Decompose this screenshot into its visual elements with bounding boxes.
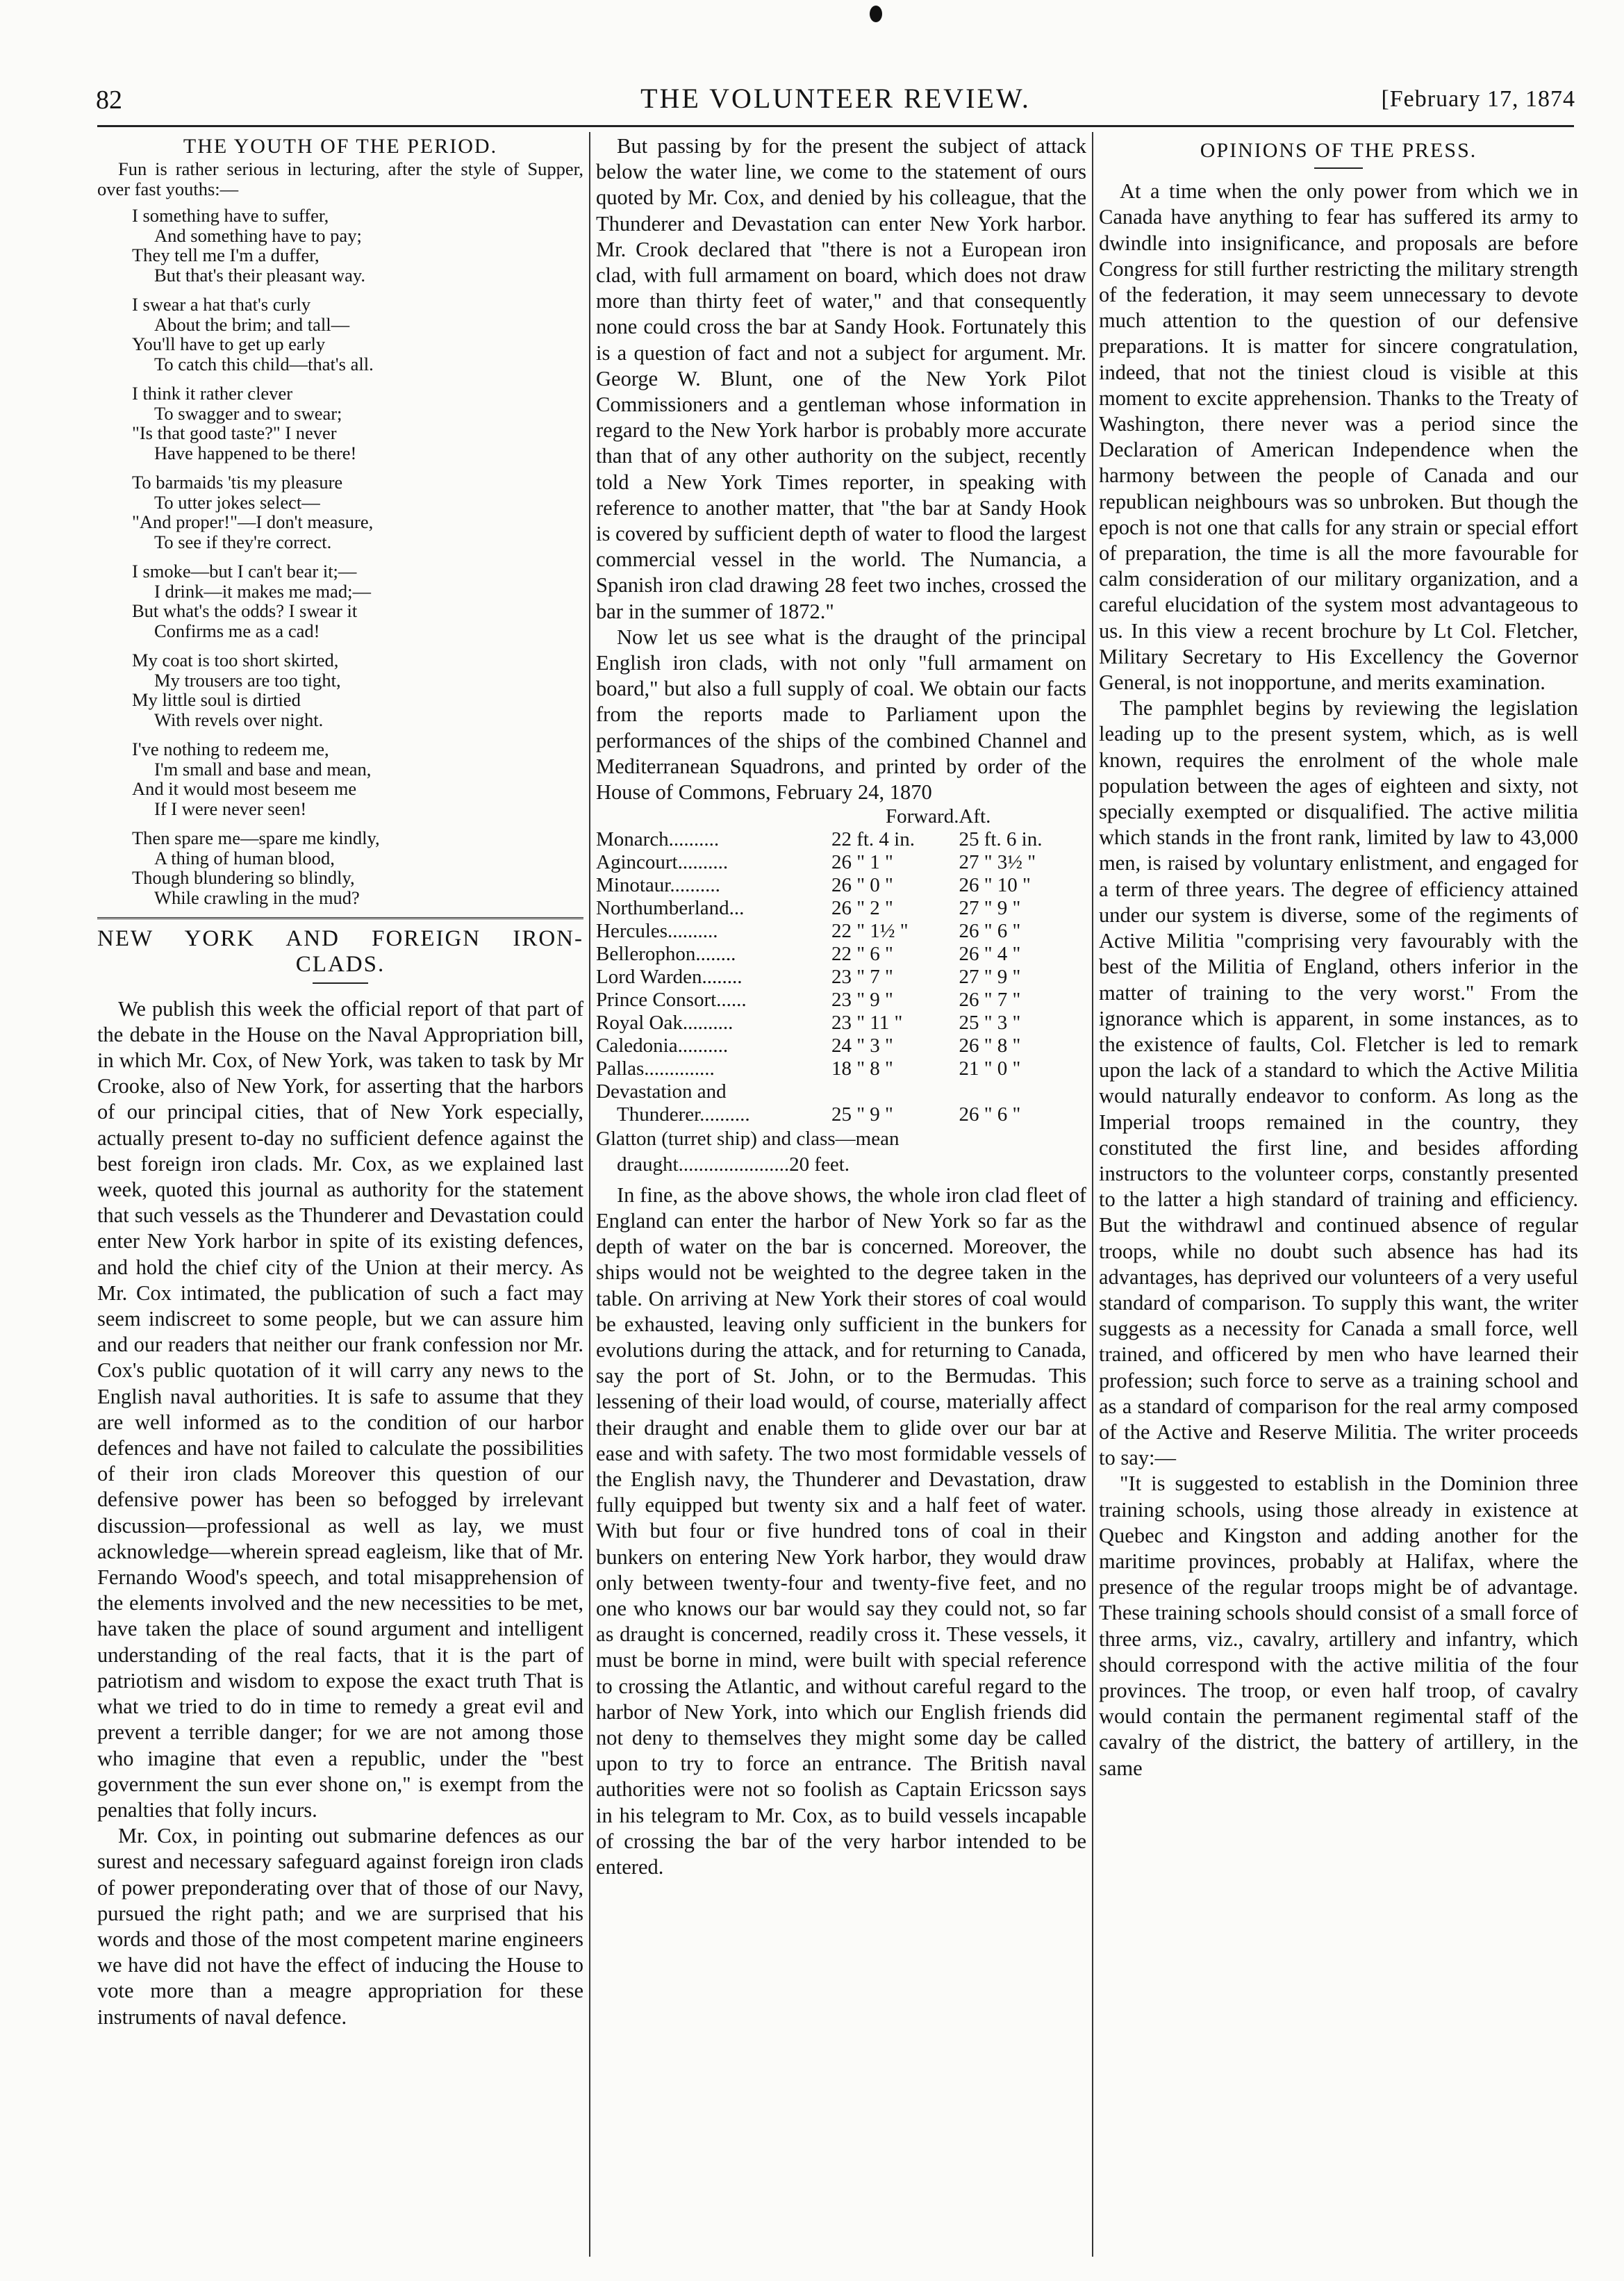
table-cell: 26 " 6 " bbox=[959, 1103, 1021, 1126]
page-number: 82 bbox=[96, 85, 122, 115]
article-paragraph: Now let us see what is the draught of the principal English iron clads, with not only "full armament on board," but also a full supply of coal. We obtain our facts from the reports made to Parliament upon the performances of the ships of the combined Channel and Mediterranean Squadrons, and printed by order of the House of Commons, February 24, 1870 bbox=[596, 625, 1086, 805]
table-note: draught......................20 feet. bbox=[617, 1153, 850, 1176]
article-paragraph: But passing by for the present the subject of attack below the water line, we come to the statement of ours quoted by Mr. Cox, and denied by his colleague, that the Thunderer and Devastation can enter New York harbor. Mr. Crook declared that "there is not a European iron clad, with full armament on board, which does not draw more than thirty feet of water," and that consequently none could cross the bar at Sandy Hook. Fortunately this is a question of fact and not a subject for argument. Mr. George W. Blunt, one of the New York Pilot Commissioners and a gentleman whose information in regard to the New York harbor is probably more accurate than that of any other authority on the subject, recently told a New York Times reporter, in speaking with reference to another matter, that "the bar at Sandy Hook is covered by sufficient depth of water to flood the largest commercial vessel in the world. The Numancia, a Spanish iron clad drawing 28 feet two inches, crossed the bar in the summer of 1872." bbox=[596, 134, 1086, 623]
table-row bbox=[596, 1035, 1086, 1057]
journal-title: THE VOLUNTEER REVIEW. bbox=[640, 83, 1031, 114]
poem-line: They tell me I'm a duffer, bbox=[132, 245, 320, 266]
article-title-cont: CLADS. bbox=[295, 952, 386, 978]
poem-line: And something have to pay; bbox=[154, 224, 362, 246]
table-cell: 25 " 3 " bbox=[959, 1012, 1021, 1035]
poem-line: My little soul is dirtied bbox=[132, 689, 301, 711]
column-3 bbox=[1099, 133, 1578, 1781]
article-paragraph: In fine, as the above shows, the whole iron clad fleet of England can enter the harbor of New York so far as the depth of water on the bar is concerned. Moreover, the ships would not be weighted to the degree taken in the table. On arriving at New York their stores of coal would be exhausted, leaving only sufficient in the bunkers for evolutions during the attack, and for returning to Canada, say the port of St. John, or to the Bermudas. This lessening of their load would, of course, materially affect their draught and enable them to glide over our bar at ease and with safety. The two most formidable vessels of the English navy, the Thunderer and Devastation, draw fully equipped but twenty six and a half feet of water. With but four or five hundred tons of coal in their bunkers on entering New York harbor, they would draw only between twenty-four and twenty-five feet, and no one who knows our bar would say they could not, so far as draught is concerned, readily cross it. These vessels, it must be borne in mind, were built with special reference to crossing the Atlantic, and without careful regard to the harbor of New York, into which our English friends did not deny to themselves they might some day be called upon to try to force an entrance. The British naval authorities were not so foolish as Captain Ericsson says in his telegram to Mr. Cox, as to build vessels incapable of crossing the bar of the very harbor intended to be entered. bbox=[596, 1183, 1086, 1879]
article-paragraph: Mr. Cox, in pointing out submarine defences as our surest and necessary safeguard against foreign iron clads of power preponderating over that of those of our Navy, pursued the right path; and we are surprised that his words and those of the most competent marine engineers we have did not have the effect of inducing the House to vote more than a meagre appropriation for these instruments of naval defence. bbox=[97, 1824, 583, 2029]
table-row bbox=[596, 920, 1086, 943]
article-paragraph: The pamphlet begins by reviewing the legislation leading up to the present system, which, as is well known, requires the enrolment of the whole male population between the ages of eighteen and sixty, not specially exempted or disqualified. The active militia which stands in the front rank, limited by law to 43,000 men, is raised by voluntary enlistment, and engaged for a term of three years. The degree of efficiency attained under our system is diverse, some of the regiments of Active Militia "comprising very favourably with the best of the Militia of England, others inferior in the matter of training to the very worst." From the ignorance which is apparent, in some instances, as to the existence of faults, Col. Fletcher is led to remark upon the lack of a standard to which the Active Militia would naturally endeavor to conform. As long as the Imperial troops remained in the country, they constituted the first line, and besides affording instructors to the volunteer corps, constantly presented to the latter a high standard of training and efficiency. But the withdrawl and continued absence of regular troops, while no doubt such absence has had its advantages, has deprived our volunteers of a very useful standard of comparison. To supply this want, the writer suggests as a necessity for Canada a small force, well trained, and officered by men who have learned their profession; such force to serve as a training school and as a standard of comparison for the real army composed of the Active and Reserve Militia. The writer proceeds to say:— bbox=[1099, 696, 1578, 1470]
issue-date: [February 17, 1874 bbox=[1381, 86, 1575, 112]
table-row bbox=[596, 1057, 1086, 1080]
title-rule bbox=[313, 982, 368, 984]
table-cell: 26 " 7 " bbox=[959, 989, 1021, 1012]
table-cell: 22 " 6 " bbox=[831, 943, 893, 966]
poem-stanza bbox=[97, 828, 583, 907]
table-header: Aft. bbox=[959, 805, 991, 828]
poem bbox=[97, 159, 583, 907]
article-title: OPINIONS OF THE PRESS. bbox=[1200, 139, 1477, 162]
table-cell: 23 " 9 " bbox=[831, 989, 893, 1012]
table-cell: Thunderer.......... bbox=[617, 1103, 750, 1126]
poem-line: But that's their pleasant way. bbox=[154, 264, 366, 286]
poem-line: Have happened to be there! bbox=[154, 442, 357, 463]
table-row bbox=[596, 943, 1086, 966]
table-cell: Royal Oak.......... bbox=[596, 1012, 734, 1035]
poem-line: Then spare me—spare me kindly, bbox=[132, 827, 380, 849]
table-cell: 27 " 3½ " bbox=[959, 851, 1036, 874]
table-cell: 26 " 1 " bbox=[831, 851, 893, 874]
column-divider bbox=[589, 132, 590, 2257]
table-cell: Hercules.......... bbox=[596, 920, 718, 943]
table-header: Forward. bbox=[885, 805, 959, 828]
table-cell: 26 " 0 " bbox=[831, 874, 893, 897]
poem-line: "And proper!"—I don't measure, bbox=[132, 511, 374, 533]
table-cell: 25 ft. 6 in. bbox=[959, 828, 1043, 851]
poem-stanza bbox=[97, 384, 583, 463]
table-row bbox=[596, 851, 1086, 874]
ornament-dot bbox=[870, 6, 882, 22]
table-row bbox=[596, 828, 1086, 851]
poem-title: THE YOUTH OF THE PERIOD. bbox=[183, 135, 498, 158]
poem-stanza bbox=[97, 561, 583, 641]
table-cell: Caledonia.......... bbox=[596, 1035, 729, 1057]
poem-line: About the brim; and tall— bbox=[154, 313, 350, 335]
poem-stanza bbox=[97, 295, 583, 374]
poem-line: I smoke—but I can't bear it;— bbox=[132, 561, 357, 582]
draught-table bbox=[596, 805, 1086, 1126]
table-cell: Bellerophon........ bbox=[596, 943, 736, 966]
table-cell: 26 " 10 " bbox=[959, 874, 1031, 897]
poem-line: I swear a hat that's curly bbox=[132, 294, 311, 315]
table-row bbox=[596, 1103, 1086, 1126]
article-title: NEW YORK AND FOREIGN IRON- bbox=[97, 926, 583, 952]
table-row bbox=[596, 897, 1086, 920]
article-paragraph: At a time when the only power from which we in Canada have anything to fear has suffered its army to dwindle into insignificance, and proposals are before Congress for still further restricting the military strength of the federation, it may seem unnecessary to devote much attention to the question of our defensive preparations. It is matter for sincere congratulation, indeed, that not the tiniest cloud is visible at this moment to excite apprehension. Thanks to the Treaty of Washington, there never was a period since the Declaration of American Independence when the harmony between the people of Canada and our republican neighbours was so unbroken. But though the epoch is not one that calls for any strain or special effort of preparation, the time is all the more favourable for calm consideration of our military organization, and a careful elucidation of the system most advantageous to us. In this view a recent brochure by Lt Col. Fletcher, Military Secretary to His Excellency the Governor General, is not inopportune, and merits examination. bbox=[1099, 179, 1578, 695]
table-cell: 26 " 2 " bbox=[831, 897, 893, 920]
poem-line: My trousers are too tight, bbox=[154, 669, 341, 691]
table-cell: 23 " 11 " bbox=[831, 1012, 903, 1035]
table-cell: Pallas.............. bbox=[596, 1057, 715, 1080]
poem-line: To barmaids 'tis my pleasure bbox=[132, 472, 343, 493]
poem-line: To utter jokes select— bbox=[154, 491, 320, 513]
table-cell: Monarch.......... bbox=[596, 828, 720, 851]
table-cell: 26 " 8 " bbox=[959, 1035, 1021, 1057]
table-cell: Devastation and bbox=[596, 1080, 727, 1103]
poem-line: With revels over night. bbox=[154, 709, 324, 730]
table-cell: 27 " 9 " bbox=[959, 966, 1021, 989]
table-cell: 26 " 6 " bbox=[959, 920, 1021, 943]
page-header bbox=[96, 82, 1575, 124]
poem-stanza bbox=[97, 472, 583, 552]
poem-line: But what's the odds? I swear it bbox=[132, 600, 358, 622]
poem-line: I something have to suffer, bbox=[132, 205, 329, 227]
poem-line: I'm small and base and mean, bbox=[154, 758, 372, 780]
header-rule bbox=[97, 125, 1574, 127]
poem-line: I think it rather clever bbox=[132, 383, 293, 404]
article-paragraph: "It is suggested to establish in the Dominion three training schools, using those already in existence at Quebec and Kingston and adding another for the maritime provinces, probably at Halifax, where the presence of the regular troops might be of advantage. These training schools should consist of a small force of three arms, viz., cavalry, artillery and infantry, which should correspond with the active militia of the four provinces. The troop, or even half troop, of cavalry would contain the permanent regimental staff of the cavalry of the district, the battery of artillery, in the same bbox=[1099, 1472, 1578, 1780]
column-divider bbox=[1092, 132, 1093, 2257]
poem-stanza bbox=[97, 206, 583, 285]
article-paragraph: We publish this week the official report of that part of the debate in the House on the Naval Appropriation bill, in which Mr. Cox, of New York, was taken to task by Mr Crooke, also of New York, for asserting that the harbors of our principal cities, that of New York especially, actually present to-day no sufficient defence against the best foreign iron clads. Mr. Cox, as we explained last week, quoted this journal as authority for the statement that such vessels as the Thunderer and Devastation could enter New York harbor in spite of its existing defences, and hold the chief city of the Union at their mercy. As Mr. Cox intimated, the publication of such a fact may seem indiscreet to some people, but we can assure him and our readers that neither our frank confession nor Mr. Cox's public quotation of it will carry any news to the English naval authorities. It is safe to assume that they are well informed as to the condition of our harbor defences and have not failed to calculate the possibilities of their iron clads Moreover this question of our defensive power has been so befogged by irrelevant discussion—professional as well as lay, we must acknowledge—wherein spread eagleism, like that of Mr. Fernando Wood's speech, and total misapprehension of the elements involved and the new necessities to be met, have taken the place of sound argument and intelligent understanding of the real facts, that it is the part of patriotism and wisdom to expose the exact truth That is what we tried to do in time to remedy a great evil and prevent a terrible danger; for we are not among those who imagine that even a republic, under the "best government the sun ever shone on," is exempt from the penalties that folly incurs. bbox=[97, 996, 583, 1822]
column-2 bbox=[596, 133, 1086, 1880]
table-cell: 23 " 7 " bbox=[831, 966, 893, 989]
table-row bbox=[596, 966, 1086, 989]
poem-line: "Is that good taste?" I never bbox=[132, 422, 337, 444]
poem-line: You'll have to get up early bbox=[132, 333, 326, 355]
poem-line: To swagger and to swear; bbox=[154, 402, 342, 424]
table-header-row bbox=[596, 805, 1086, 828]
table-cell: 26 " 4 " bbox=[959, 943, 1021, 966]
table-cell: 18 " 8 " bbox=[831, 1057, 893, 1080]
table-cell: 27 " 9 " bbox=[959, 897, 1021, 920]
table-cell: Minotaur.......... bbox=[596, 874, 720, 897]
table-cell: Lord Warden........ bbox=[596, 966, 743, 989]
table-cell: 22 ft. 4 in. bbox=[831, 828, 915, 851]
table-row bbox=[596, 1012, 1086, 1035]
table-cell: 22 " 1½ " bbox=[831, 920, 909, 943]
poem-line: Though blundering so blindly, bbox=[132, 867, 355, 889]
table-cell: Agincourt.......... bbox=[596, 851, 729, 874]
poem-stanza bbox=[97, 739, 583, 818]
poem-intro: Fun is rather serious in lecturing, after the style of Supper, over fast youths:— bbox=[97, 158, 583, 199]
poem-line: A thing of human blood, bbox=[154, 847, 335, 868]
column-1 bbox=[97, 133, 583, 2030]
poem-line: While crawling in the mud? bbox=[154, 887, 360, 908]
table-cell: 21 " 0 " bbox=[959, 1057, 1021, 1080]
table-row bbox=[596, 989, 1086, 1012]
table-cell: 24 " 3 " bbox=[831, 1035, 893, 1057]
poem-line: My coat is too short skirted, bbox=[132, 650, 339, 671]
table-cell: Northumberland... bbox=[596, 897, 745, 920]
poem-line: To see if they're correct. bbox=[154, 531, 332, 552]
poem-line: And it would most beseem me bbox=[132, 778, 357, 800]
poem-line: I've nothing to redeem me, bbox=[132, 739, 329, 760]
title-rule bbox=[1314, 167, 1363, 169]
table-row bbox=[596, 874, 1086, 897]
poem-line: Confirms me as a cad! bbox=[154, 620, 320, 641]
table-note: Glatton (turret ship) and class—mean bbox=[596, 1128, 900, 1151]
table-row bbox=[596, 1080, 1086, 1103]
table-cell: 25 " 9 " bbox=[831, 1103, 893, 1126]
table-cell: Prince Consort...... bbox=[596, 989, 747, 1012]
poem-line: If I were never seen! bbox=[154, 798, 307, 819]
poem-line: I drink—it makes me mad;— bbox=[154, 580, 372, 602]
section-divider bbox=[97, 917, 583, 919]
poem-stanza bbox=[97, 650, 583, 730]
poem-line: To catch this child—that's all. bbox=[154, 353, 374, 374]
